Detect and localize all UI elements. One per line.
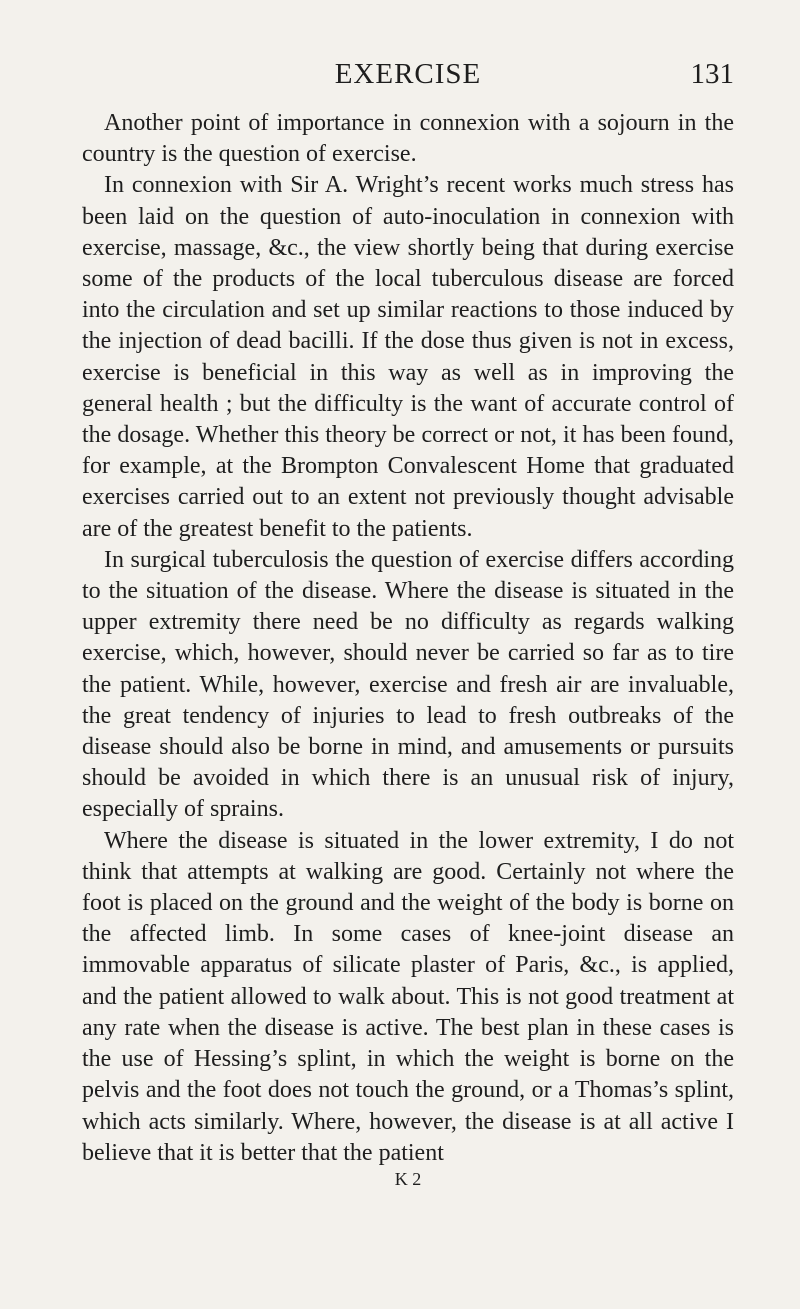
paragraph: In connexion with Sir A. Wright’s recent works much stress has been laid on the question of auto-inoculation in connexion with exercise, massage, &c., the view shortly being that during exercise some of the products of the local tuberculous disease are forced into the circulation and set up similar reactions to those induced by the injection of dead bacilli. If the dose thus given is not in excess, exercise is beneficial in this way as well as in improving the general health ; but the difficulty is the want of accurate control of the dosage. Whether this theory be correct or not, it has been found, for example, at the Brompton Convalescent Home that graduated exercises carried out to an extent not previously thought advisable are of the greatest benefit to the patients. bbox=[82, 172, 734, 542]
paragraph: Where the disease is situated in the lower extremity, I do not think that attempts at walking are good. Certainly not where the foot is placed on the ground and the weight of the body is borne on the affected limb. In some cases of knee-joint disease an immovable apparatus of silicate plaster of Paris, &c., is applied, and the patient allowed to walk about. This is not good treatment at any rate when the disease is active. The best plan in these cases is the use of Hessing’s splint, in which the weight is borne on the pelvis and the foot does not touch the ground, or a Thomas’s splint, which acts similarly. Where, however, the disease is at all active I believe that it is better that the patient bbox=[82, 827, 734, 1166]
body-text bbox=[82, 108, 734, 1169]
paragraph: In surgical tuberculosis the question of exercise differs according to the situation of the disease. Where the disease is situated in the upper extremity there need be no difficulty as regards walking exercise, which, however, should never be carried so far as to tire the patient. While, however, exercise and fresh air are invaluable, the great tendency of injuries to lead to fresh outbreaks of the disease should also be borne in mind, and amusements or pursuits should be avoided in which there is an unusual risk of injury, especially of sprains. bbox=[82, 546, 734, 823]
running-head bbox=[82, 58, 734, 108]
page-number: 131 bbox=[690, 58, 734, 90]
signature-mark: K 2 bbox=[394, 1168, 422, 1189]
paragraph: Another point of importance in connexion with a sojourn in the country is the question of exercise. bbox=[82, 110, 734, 168]
running-title: EXERCISE bbox=[334, 58, 482, 90]
